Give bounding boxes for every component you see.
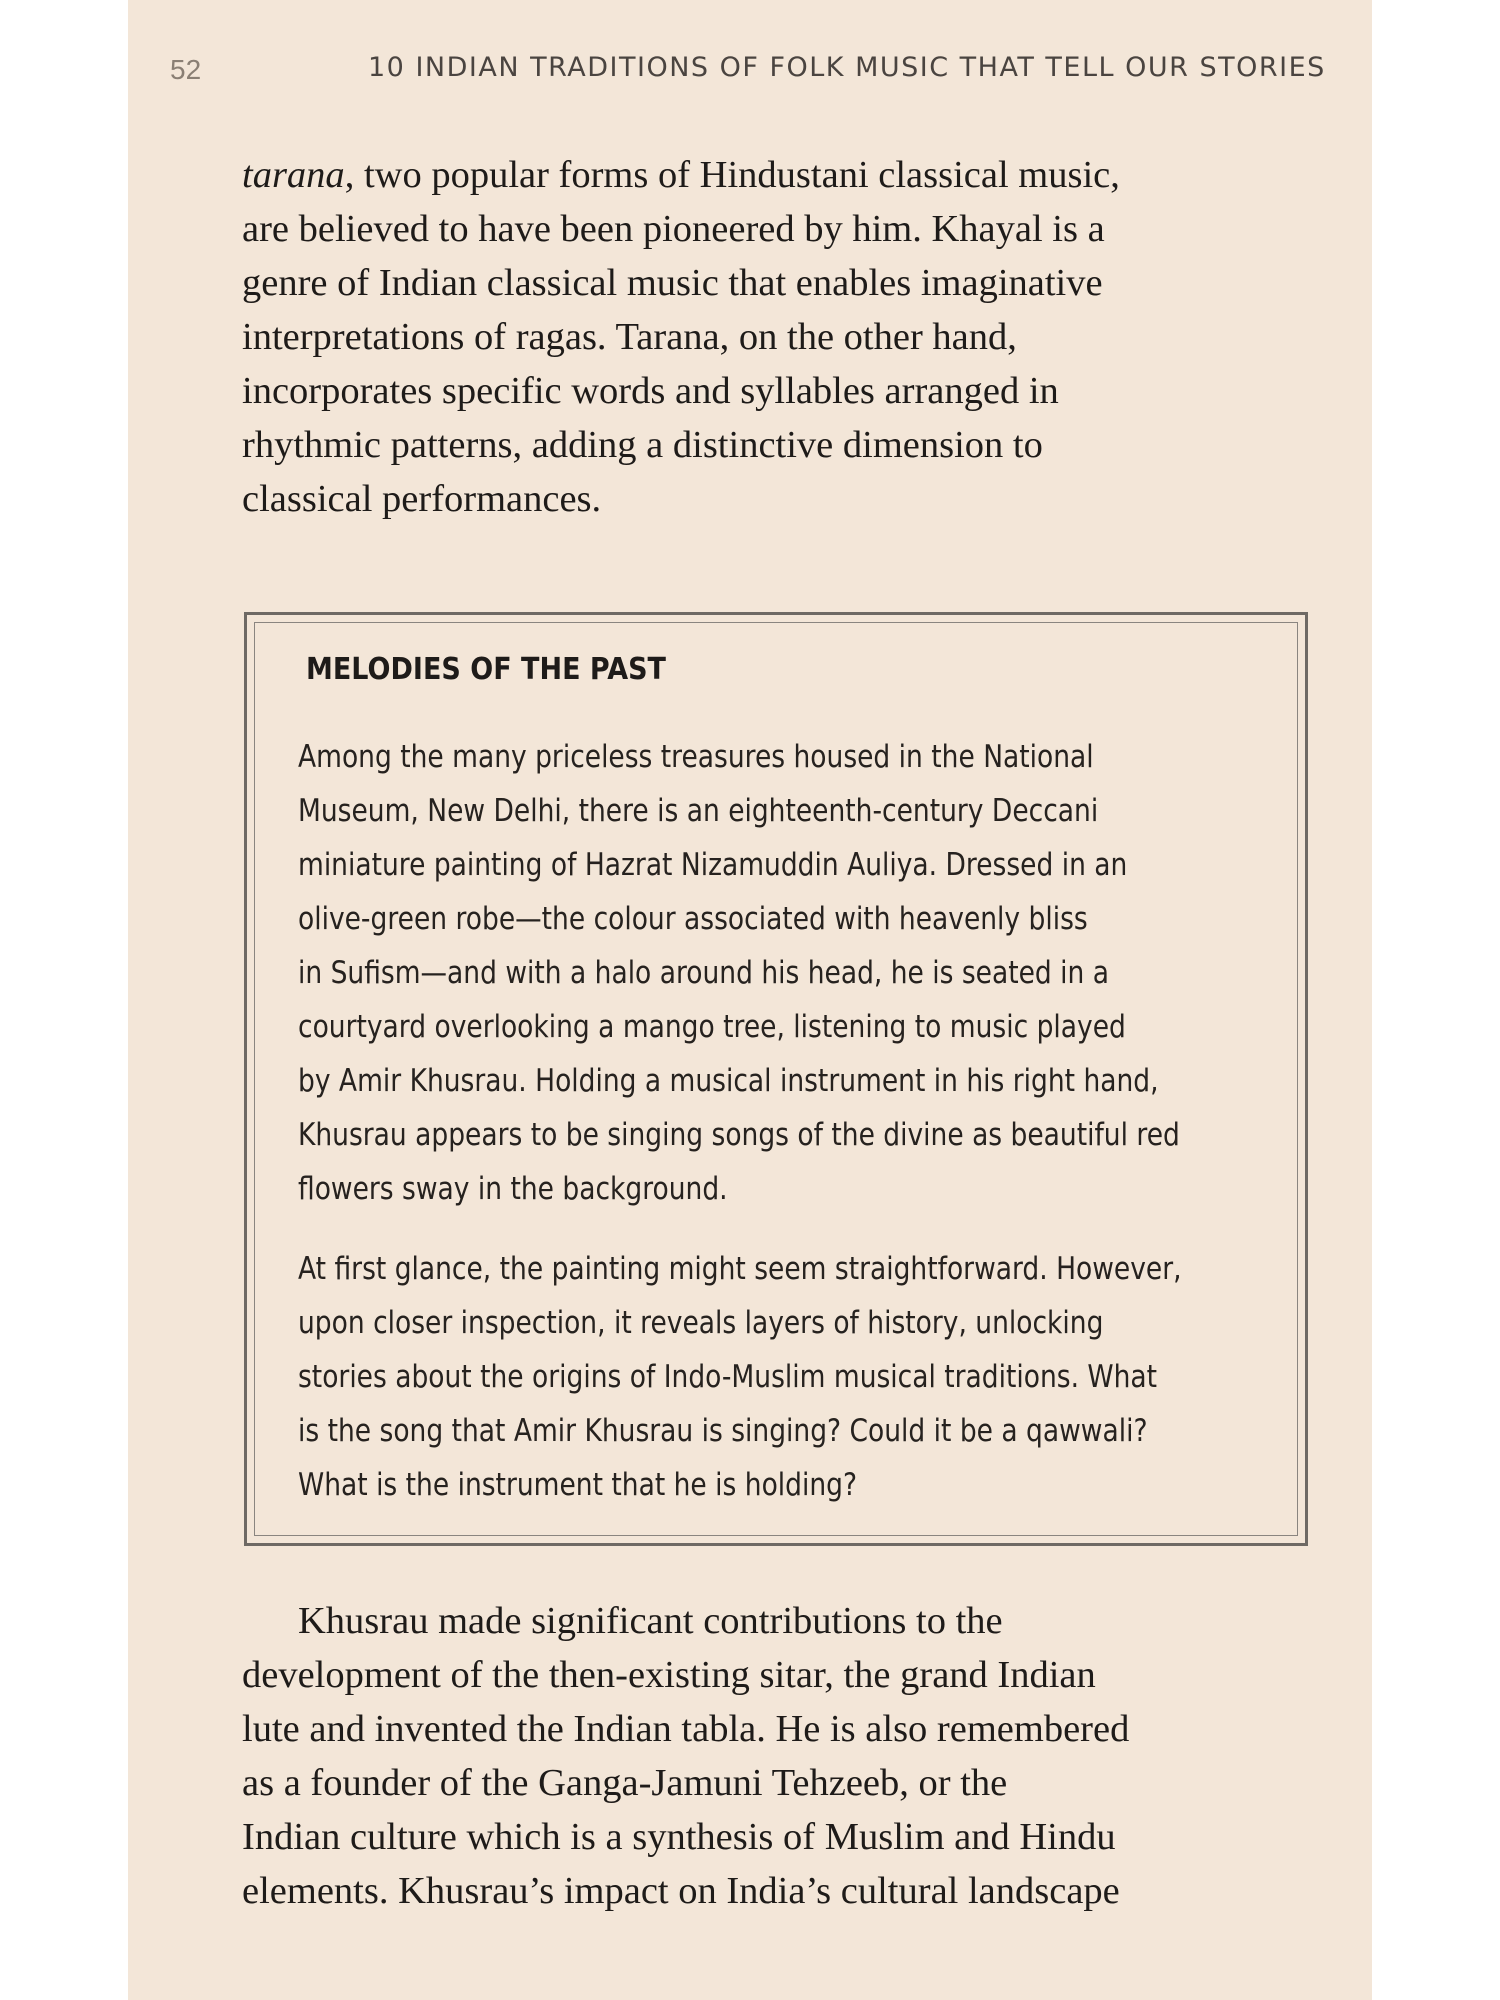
paragraph-line: rhythmic patterns, adding a distinctive dimension to	[242, 424, 1043, 466]
paragraph-line	[242, 148, 1372, 202]
sidebar-line: upon closer inspection, it reveals layers of history, unlocking	[298, 1305, 1104, 1341]
sidebar-line: flowers sway in the background.	[298, 1171, 728, 1207]
paragraph-line: as a founder of the Ganga-Jamuni Tehzeeb, or the	[242, 1762, 1008, 1804]
paragraph-bottom	[242, 1594, 1372, 1918]
paragraph-line: development of the then-existing sitar, the grand Indian	[242, 1654, 1096, 1696]
paragraph-line: interpretations of ragas. Tarana, on the other hand,	[242, 316, 1017, 358]
sidebar-line: in Sufism—and with a halo around his head, he is seated in a	[298, 955, 1110, 991]
paragraph-line: Khusrau made significant contributions to the	[298, 1600, 1003, 1642]
page-header	[128, 50, 1372, 90]
sidebar-line: What is the instrument that he is holding?	[298, 1467, 858, 1503]
paragraph-line: incorporates specific words and syllables arranged in	[242, 370, 1059, 412]
paragraph-line: elements. Khusrau’s impact on India’s cultural landscape	[242, 1870, 1120, 1912]
paragraph-top	[242, 148, 1372, 526]
running-title: 10 INDIAN TRADITIONS OF FOLK MUSIC THAT TELL OUR STORIES	[368, 52, 1326, 83]
paragraph-line: lute and invented the Indian tabla. He is also remembered	[242, 1708, 1130, 1750]
sidebar-paragraph-1	[298, 730, 1180, 1216]
italic-word: tarana	[242, 154, 345, 196]
sidebar-line: by Amir Khusrau. Holding a musical instrument in his right hand,	[298, 1063, 1159, 1099]
sidebar-line: miniature painting of Hazrat Nizamuddin Auliya. Dressed in an	[298, 847, 1128, 883]
sidebar-line: Among the many priceless treasures housed in the National	[298, 739, 1094, 775]
paragraph-line: classical performances.	[242, 478, 602, 520]
book-page	[128, 0, 1372, 2000]
sidebar-line: stories about the origins of Indo-Muslim musical traditions. What	[298, 1359, 1158, 1395]
sidebar-title: MELODIES OF THE PAST	[306, 652, 666, 687]
sidebar-paragraph-2	[298, 1242, 1182, 1512]
sidebar-line: olive-green robe—the colour associated with heavenly bliss	[298, 901, 1088, 937]
sidebar-line: is the song that Amir Khusrau is singing? Could it be a qawwali?	[298, 1413, 1148, 1449]
sidebar-line: courtyard overlooking a mango tree, listening to music played	[298, 1009, 1126, 1045]
sidebar-line: Museum, New Delhi, there is an eighteenth-century Deccani	[298, 793, 1099, 829]
paragraph-line: Indian culture which is a synthesis of Muslim and Hindu	[242, 1816, 1116, 1858]
page-number: 52	[170, 54, 202, 85]
sidebar-line: Khusrau appears to be singing songs of the divine as beautiful red	[298, 1117, 1180, 1153]
sidebar-line: At first glance, the painting might seem straightforward. However,	[298, 1251, 1182, 1287]
paragraph-line: genre of Indian classical music that enables imaginative	[242, 262, 1103, 304]
line-text: , two popular forms of Hindustani classical music,	[344, 154, 1120, 196]
paragraph-line: are believed to have been pioneered by him. Khayal is a	[242, 208, 1105, 250]
